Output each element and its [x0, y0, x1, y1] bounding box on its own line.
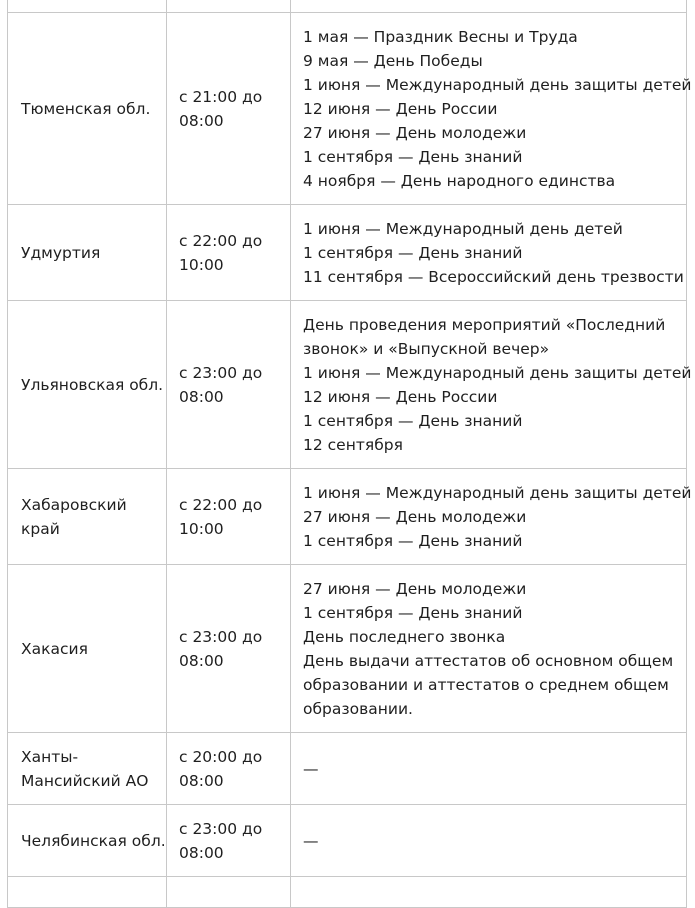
table-row-partial-top	[8, 0, 687, 13]
days-cell	[291, 565, 687, 733]
holiday-line: звонок» и «Выпускной вечер»	[303, 339, 550, 358]
region-cell	[8, 733, 167, 805]
holiday-line: 9 мая — День Победы	[303, 51, 483, 70]
region-name: Челябинская обл.	[21, 831, 166, 850]
days-cell	[291, 0, 687, 13]
days-cell	[291, 805, 687, 877]
holiday-line: 12 июня — День России	[303, 387, 498, 406]
time-range-start: с 23:00 до	[179, 819, 263, 838]
holiday-line: 1 сентября — День знаний	[303, 243, 523, 262]
time-range-end: 08:00	[179, 843, 224, 862]
table-row	[8, 805, 687, 877]
time-cell	[167, 205, 291, 301]
holiday-line: День проведения мероприятий «Последний	[303, 315, 666, 334]
table-row	[8, 301, 687, 469]
region-cell	[8, 565, 167, 733]
region-name: Удмуртия	[21, 243, 101, 262]
region-name: Ульяновская обл.	[21, 375, 164, 394]
time-range-end: 10:00	[179, 255, 224, 274]
holiday-line: 1 сентября — День знаний	[303, 603, 523, 622]
region-name: Тюменская обл.	[21, 99, 151, 118]
time-range-end: 10:00	[179, 519, 224, 538]
holiday-line: 1 сентября — День знаний	[303, 531, 523, 550]
holiday-line: 11 сентября — Всероссийский день трезвости	[303, 267, 684, 286]
time-range-end: 08:00	[179, 771, 224, 790]
holiday-line: 1 июня — Международный день детей	[303, 219, 623, 238]
days-cell	[291, 205, 687, 301]
days-cell	[291, 877, 687, 908]
holiday-line: День последнего звонка	[303, 627, 506, 646]
table-row	[8, 565, 687, 733]
time-range-end: 08:00	[179, 651, 224, 670]
time-range-start: с 23:00 до	[179, 627, 263, 646]
region-name-line: Мансийский АО	[21, 771, 149, 790]
time-cell	[167, 877, 291, 908]
region-name-line: Хабаровский	[21, 495, 127, 514]
table-row	[8, 13, 687, 205]
region-cell	[8, 13, 167, 205]
table-row	[8, 469, 687, 565]
region-cell	[8, 205, 167, 301]
time-range-end: 08:00	[179, 111, 224, 130]
holiday-line: 1 сентября — День знаний	[303, 411, 523, 430]
time-cell	[167, 469, 291, 565]
region-cell	[8, 0, 167, 13]
time-cell	[167, 733, 291, 805]
days-cell	[291, 469, 692, 565]
table-row	[8, 733, 687, 805]
holiday-line: —	[303, 759, 319, 778]
time-range-start: с 21:00 до	[179, 87, 263, 106]
holiday-line: 4 ноября — День народного единства	[303, 171, 616, 190]
holiday-line: 27 июня — День молодежи	[303, 123, 527, 142]
region-cell	[8, 301, 167, 469]
holiday-line: 1 мая — Праздник Весны и Труда	[303, 27, 578, 46]
curfew-table	[7, 0, 692, 908]
holiday-line: 27 июня — День молодежи	[303, 507, 527, 526]
time-range-start: с 22:00 до	[179, 495, 263, 514]
holiday-line: 1 июня — Международный день защиты детей	[303, 483, 692, 502]
holiday-line: —	[303, 831, 319, 850]
holiday-line: 1 сентября — День знаний	[303, 147, 523, 166]
holiday-line: образовании и аттестатов о среднем общем	[303, 675, 669, 694]
time-cell	[167, 13, 291, 205]
region-name-line: край	[21, 519, 60, 538]
time-range-start: с 20:00 до	[179, 747, 263, 766]
region-cell	[8, 469, 167, 565]
holiday-line: 1 июня — Международный день защиты детей	[303, 75, 692, 94]
region-name: Хакасия	[21, 639, 88, 658]
region-cell	[8, 877, 167, 908]
time-cell	[167, 565, 291, 733]
holiday-line: 12 июня — День России	[303, 99, 498, 118]
days-cell	[291, 733, 687, 805]
time-range-start: с 23:00 до	[179, 363, 263, 382]
days-cell	[291, 301, 692, 469]
days-cell	[291, 13, 692, 205]
time-cell	[167, 805, 291, 877]
holiday-line: образовании.	[303, 699, 413, 718]
region-cell	[8, 805, 167, 877]
time-range-start: с 22:00 до	[179, 231, 263, 250]
holiday-line: 1 июня — Международный день защиты детей	[303, 363, 692, 382]
time-cell	[167, 0, 291, 13]
time-cell	[167, 301, 291, 469]
table-row-partial-bottom	[8, 877, 687, 908]
time-range-end: 08:00	[179, 387, 224, 406]
holiday-line: День выдачи аттестатов об основном общем	[303, 651, 674, 670]
holiday-line: 12 сентября	[303, 435, 403, 454]
curfew-table-container	[7, 0, 692, 908]
region-name-line: Ханты-	[21, 747, 79, 766]
table-row	[8, 205, 687, 301]
holiday-line: 27 июня — День молодежи	[303, 579, 527, 598]
